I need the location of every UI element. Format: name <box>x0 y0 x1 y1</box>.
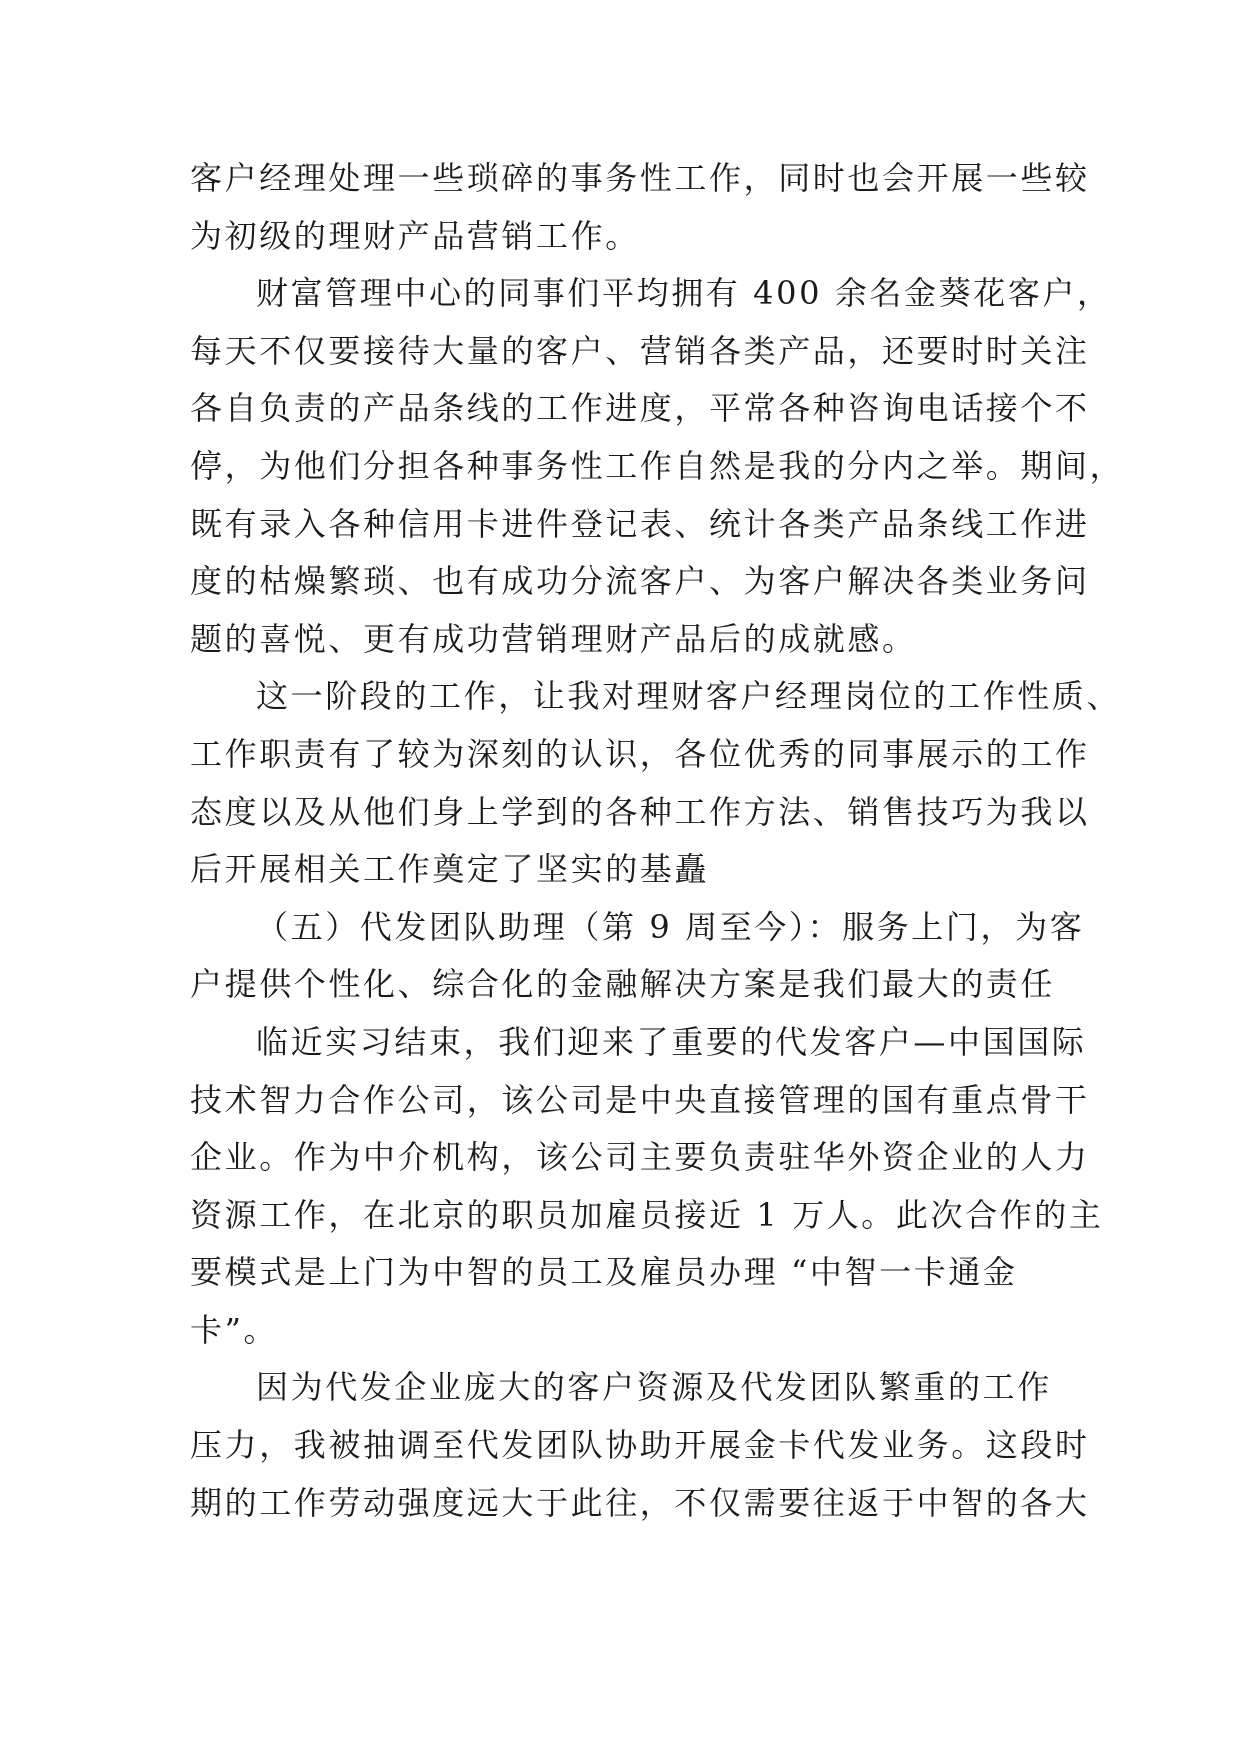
text-line: 工作职责有了较为深刻的认识，各位优秀的同事展示的工作 <box>190 734 1090 773</box>
text-line: 技术智力合作公司，该公司是中央直接管理的国有重点骨干 <box>190 1080 1090 1119</box>
text-line: 每天不仅要接待大量的客户、营销各类产品，还要时时关注 <box>190 331 1090 370</box>
text-line: 为初级的理财产品营销工作。 <box>190 216 640 255</box>
text-line: 卡”。 <box>190 1310 279 1349</box>
text-line: 客户经理处理一些琐碎的事务性工作，同时也会开展一些较 <box>190 159 1090 197</box>
text-line: 因为代发企业庞大的客户资源及代发团队繁重的工作 <box>256 1368 1052 1407</box>
document-page <box>190 150 1125 1532</box>
text-line: 要模式是上门为中智的员工及雇员办理 “中智一卡通金 <box>190 1253 1018 1292</box>
text-line: 停，为他们分担各种事务性工作自然是我的分内之举。期间， <box>190 446 1125 485</box>
text-line: 题的喜悦、更有成功营销理财产品后的成就感。 <box>190 619 917 658</box>
section-heading-5 <box>190 899 1085 1014</box>
text-line: 期的工作劳动强度远大于此往，不仅需要往返于中智的各大 <box>190 1483 1090 1522</box>
text-line: 企业。作为中介机构，该公司主要负责驻华外资企业的人力 <box>190 1138 1090 1177</box>
text-line: 态度以及从他们身上学到的各种工作方法、销售技巧为我以 <box>190 792 1090 831</box>
text-line: 这一阶段的工作，让我对理财客户经理岗位的工作性质、 <box>256 677 1122 716</box>
text-line: 户提供个性化、综合化的金融解决方案是我们最大的责任 <box>190 965 1056 1004</box>
text-line: 度的枯燥繁琐、也有成功分流客户、为客户解决各类业务问 <box>190 562 1090 601</box>
text-line: 既有录入各种信用卡进件登记表、统计各类产品条线工作进 <box>190 504 1090 543</box>
text-line: 压力，我被抽调至代发团队协助开展金卡代发业务。这段时 <box>190 1426 1090 1465</box>
text-line: 后开展相关工作奠定了坚实的基矗 <box>190 850 710 889</box>
text-line: 资源工作，在北京的职员加雇员接近 1 万人。此次合作的主 <box>190 1195 1104 1234</box>
text-line: 各自负责的产品条线的工作进度，平常各种咨询电话接个不 <box>190 389 1090 428</box>
paragraph-3 <box>190 668 1122 898</box>
paragraph-6 <box>190 1359 1090 1532</box>
paragraph-5 <box>190 1014 1104 1360</box>
text-line: （五）代发团队助理（第 9 周至今）：服务上门，为客 <box>256 907 1085 946</box>
text-line: 财富管理中心的同事们平均拥有 400 余名金葵花客户， <box>256 274 1112 313</box>
paragraph-1 <box>190 150 1090 265</box>
paragraph-2 <box>190 265 1125 668</box>
text-line: 临近实习结束，我们迎来了重要的代发客户—中国国际 <box>256 1022 1087 1061</box>
